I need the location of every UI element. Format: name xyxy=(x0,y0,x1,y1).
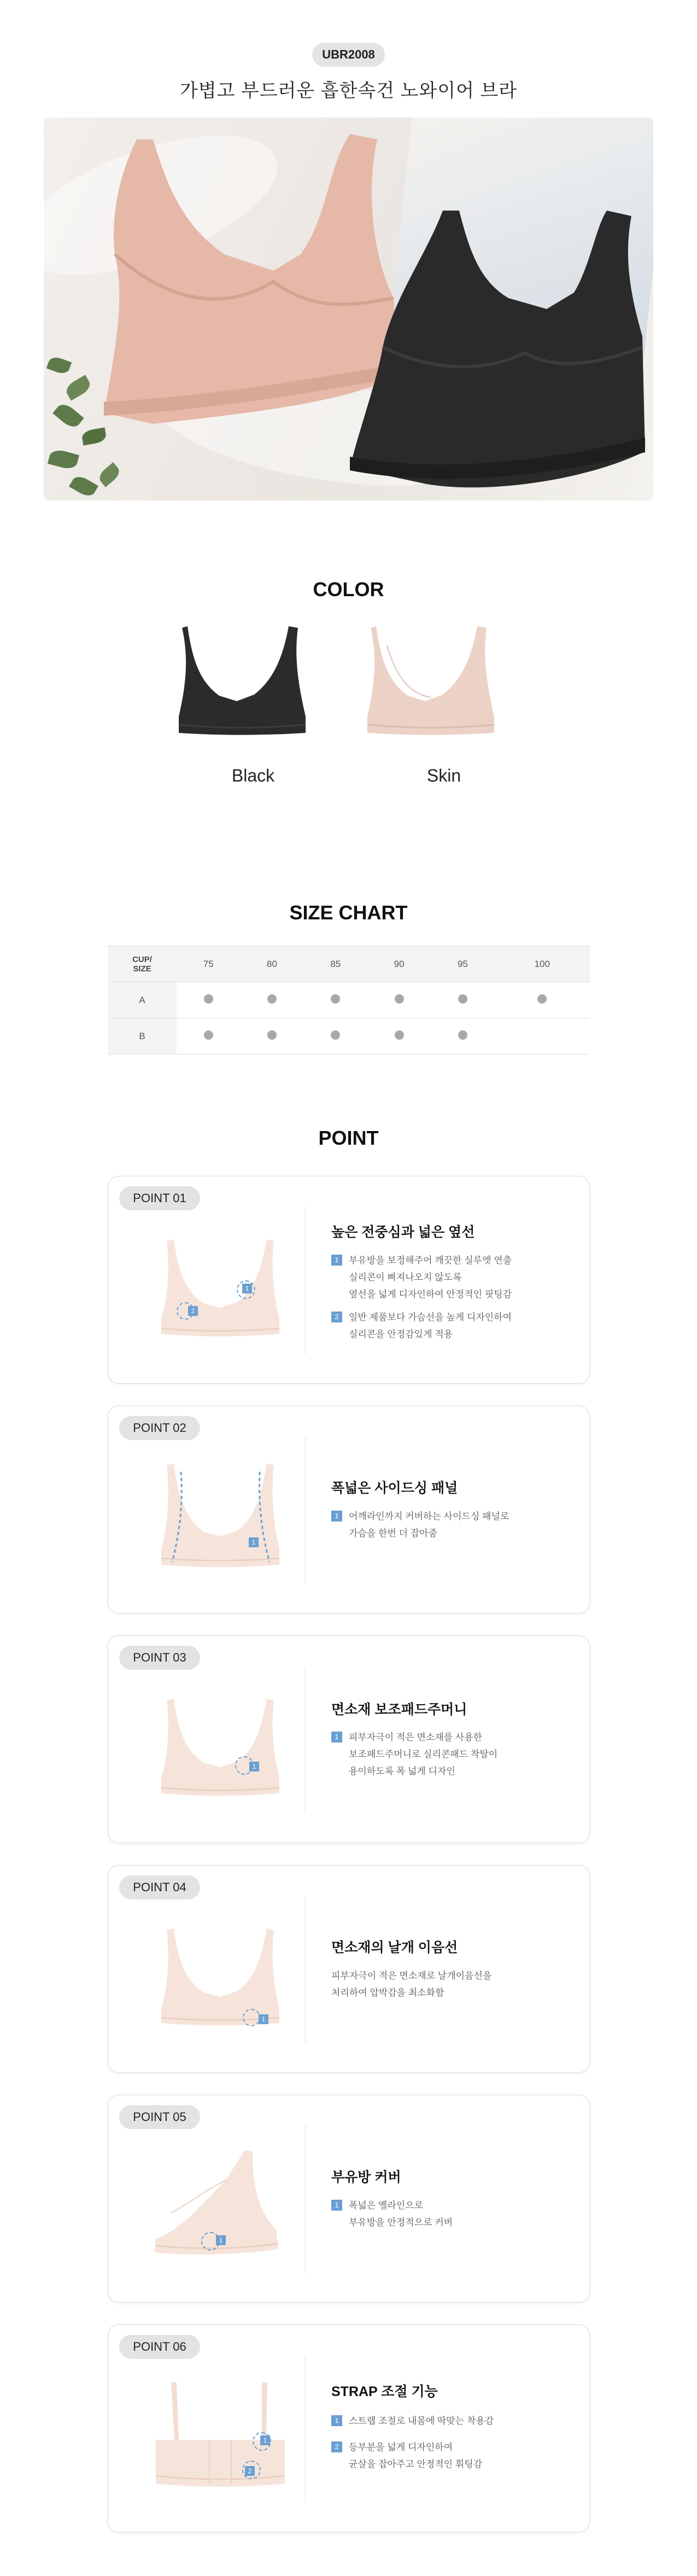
product-code-badge: UBR2008 xyxy=(312,43,385,67)
available-dot-icon xyxy=(395,994,404,1004)
cup-b: B xyxy=(108,1018,177,1054)
point-badge: POINT 06 xyxy=(119,2335,200,2359)
divider xyxy=(305,1207,306,1354)
point-badge: POINT 05 xyxy=(119,2105,200,2129)
point-title: 폭넓은 사이드싱 패널 xyxy=(331,1481,458,1496)
point-card-04 xyxy=(108,1865,590,2073)
point-bullet: 1 스트랩 조절로 내몸에 딱맞는 착용감 xyxy=(331,2412,494,2429)
point-title: 면소재 보조패드주머니 xyxy=(331,1702,467,1717)
size-header-row xyxy=(108,946,590,982)
bra-pad-pocket-thumbnail-icon xyxy=(160,1696,280,1800)
available-dot-icon xyxy=(267,1030,277,1040)
swatch-label-skin: Skin xyxy=(426,766,461,785)
size-95: 95 xyxy=(431,946,494,982)
size-85: 85 xyxy=(304,946,367,982)
point-badge: POINT 02 xyxy=(119,1416,200,1440)
marker-1-icon: 1 xyxy=(259,2014,268,2024)
marker-2-icon: 2 xyxy=(245,2466,255,2476)
point-heading: POINT xyxy=(0,1127,697,1150)
divider xyxy=(305,2355,306,2503)
available-dot-icon xyxy=(458,994,467,1004)
available-dot-icon xyxy=(331,1030,340,1040)
point-description: 피부자극이 적은 면소재로 날개이음선을 처리하여 압박감을 최소화함 xyxy=(331,1971,492,1998)
divider xyxy=(305,2125,306,2273)
table-row xyxy=(108,982,590,1018)
point-card-03 xyxy=(108,1635,590,1843)
point-title: 부유방 커버 xyxy=(331,2170,401,2185)
point-card-02 xyxy=(108,1406,590,1613)
product-photo-icon xyxy=(44,118,653,500)
marker-1-icon: 1 xyxy=(260,2435,270,2445)
cup-size-corner: CUP/ SIZE xyxy=(108,946,177,982)
bra-front-thumbnail-icon xyxy=(160,1237,280,1341)
size-100: 100 xyxy=(495,946,590,982)
skin-bra-swatch-icon xyxy=(365,623,496,738)
size-chart-heading: SIZE CHART xyxy=(0,901,697,924)
divider xyxy=(305,1896,306,2043)
divider xyxy=(305,1436,306,1584)
available-dot-icon xyxy=(395,1030,404,1040)
swatch-label-black: Black xyxy=(231,766,275,785)
cup-a: A xyxy=(108,982,177,1018)
point-bullet: 1 부유방을 보정해주어 깨끗한 실루엣 연출 실리콘이 삐져나오지 않도록 옆선을 넓게 디자인하여 안정적인 핏팅감 xyxy=(331,1252,512,1303)
color-heading: COLOR xyxy=(0,578,697,601)
point-title: STRAP 조절 기능 xyxy=(331,2384,438,2399)
marker-1-icon: 1 xyxy=(216,2235,226,2245)
highlight-circle-icon xyxy=(243,2009,260,2026)
point-bullet: 2 일반 제품보다 가슴선을 높게 디자인하여 실리콘을 안정감있게 적용 xyxy=(331,1309,512,1343)
product-title: 가볍고 부드러운 흡한속건 노와이어 브라 xyxy=(179,80,518,101)
point-bullet: 1 폭넓은 옐라인으로 부유방을 안정적으로 커버 xyxy=(331,2197,453,2231)
point-card-05 xyxy=(108,2095,590,2303)
divider xyxy=(305,1666,306,1814)
point-title: 면소재의 날개 이음선 xyxy=(331,1940,458,1955)
point-card-06 xyxy=(108,2324,590,2532)
point-badge: POINT 04 xyxy=(119,1875,200,1899)
bra-side-thumbnail-icon xyxy=(160,1461,280,1570)
point-card-01 xyxy=(108,1176,590,1384)
marker-1-icon: 1 xyxy=(249,1762,259,1771)
marker-2-icon: 2 xyxy=(188,1306,198,1316)
black-bra-swatch-icon xyxy=(177,623,308,738)
point-bullet: 1 피부자극이 적은 면소재를 사용한 보조패드주머니로 실리콘패드 착탈이 용이하도록 폭 넓게 디자인 xyxy=(331,1729,497,1780)
marker-1-icon: 1 xyxy=(242,1284,252,1293)
available-dot-icon xyxy=(267,994,277,1004)
available-dot-icon xyxy=(204,1030,213,1040)
size-80: 80 xyxy=(240,946,303,982)
size-chart-table xyxy=(108,946,590,1054)
available-dot-icon xyxy=(204,994,213,1004)
point-badge: POINT 03 xyxy=(119,1646,200,1670)
point-title: 높은 전중심과 넓은 옆선 xyxy=(331,1225,475,1240)
table-row xyxy=(108,1018,590,1054)
size-75: 75 xyxy=(177,946,240,982)
size-90: 90 xyxy=(367,946,431,982)
available-dot-icon xyxy=(537,994,547,1004)
point-badge: POINT 01 xyxy=(119,1186,200,1210)
available-dot-icon xyxy=(458,1030,467,1040)
point-bullet: 2 등부분을 넓게 디자인하여 균살을 잡아주고 안정적인 휘팅감 xyxy=(331,2439,482,2473)
marker-1-icon: 1 xyxy=(249,1537,259,1547)
point-bullet: 1 어깨라인까지 커버하는 사이드싱 패널로 가슴을 한번 더 잡아줌 xyxy=(331,1508,509,1542)
available-dot-icon xyxy=(331,994,340,1004)
